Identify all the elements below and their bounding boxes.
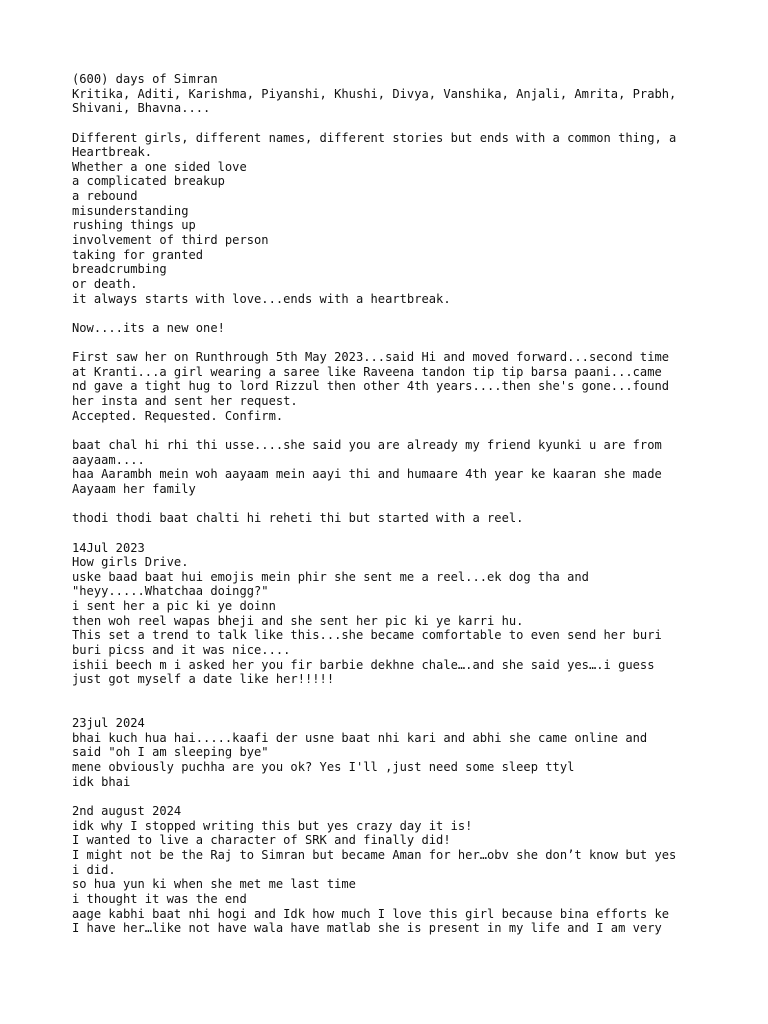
text-line: How girls Drive. [72, 555, 189, 570]
blank-line [72, 423, 712, 438]
text-line: Heartbreak. [72, 145, 153, 160]
text-line: Kritika, Aditi, Karishma, Piyanshi, Khushi, Divya, Vanshika, Anjali, Amrita, Prabh, [72, 86, 677, 101]
text-line: so hua yun ki when she met me last time [72, 877, 356, 892]
text-line: just got myself a date like her!!!!! [72, 672, 335, 687]
text-line: Shivani, Bhavna.... [72, 101, 211, 116]
text-line: First saw her on Runthrough 5th May 2023...said Hi and moved forward...second time [72, 350, 670, 365]
text-line: 23jul 2024 [72, 716, 145, 731]
blank-line [72, 789, 712, 804]
text-line: baat chal hi rhi thi usse....she said you are already my friend kyunki u are from [72, 438, 662, 453]
text-line: i sent her a pic ki ye doinn [72, 599, 276, 614]
document-page [72, 72, 712, 936]
text-line: This set a trend to talk like this...she became comfortable to even send her buri [72, 628, 662, 643]
text-line: Aayaam her family [72, 481, 196, 496]
text-line: then woh reel wapas bheji and she sent her pic ki ye karri hu. [72, 613, 524, 628]
text-line: bhai kuch hua hai.....kaafi der usne baat nhi kari and abhi she came online and [72, 730, 648, 745]
text-line: "heyy.....Whatchaa doingg?" [72, 584, 269, 599]
blank-line [72, 526, 712, 541]
text-line: Whether a one sided love [72, 159, 247, 174]
text-line: haa Aarambh mein woh aayaam mein aayi thi and humaare 4th year ke kaaran she made [72, 467, 662, 482]
text-line: I have her…like not have wala have matlab she is present in my life and I am very [72, 921, 662, 936]
text-line: ishii beech m i asked her you fir barbie dekhne chale….and she said yes….i guess [72, 657, 655, 672]
text-line: aayaam.... [72, 452, 145, 467]
blank-line [72, 336, 712, 351]
blank-line [72, 116, 712, 131]
text-line: it always starts with love...ends with a heartbreak. [72, 291, 451, 306]
text-line: misunderstanding [72, 203, 189, 218]
blank-line [72, 702, 712, 717]
text-line: i did. [72, 862, 116, 877]
text-line: idk bhai [72, 774, 131, 789]
text-line: i thought it was the end [72, 891, 247, 906]
text-line: 14Jul 2023 [72, 540, 145, 555]
text-line: Now....its a new one! [72, 320, 225, 335]
text-line: Different girls, different names, different stories but ends with a common thing, a [72, 130, 677, 145]
text-line: a complicated breakup [72, 174, 225, 189]
text-line: breadcrumbing [72, 262, 167, 277]
text-line: I wanted to live a character of SRK and finally did! [72, 833, 451, 848]
text-line: a rebound [72, 189, 138, 204]
blank-line [72, 306, 712, 321]
text-line: (600) days of Simran [72, 72, 218, 86]
text-line: or death. [72, 276, 138, 291]
text-line: involvement of third person [72, 233, 269, 248]
text-line: Accepted. Requested. Confirm. [72, 408, 284, 423]
text-line: at Kranti...a girl wearing a saree like Raveena tandon tip tip barsa paani...came [72, 364, 662, 379]
text-line: uske baad baat hui emojis mein phir she sent me a reel...ek dog tha and [72, 569, 589, 584]
text-line: said "oh I am sleeping bye" [72, 745, 269, 760]
text-line: mene obviously puchha are you ok? Yes I'll ,just need some sleep ttyl [72, 760, 575, 775]
text-line: idk why I stopped writing this but yes crazy day it is! [72, 818, 473, 833]
blank-line [72, 687, 712, 702]
text-line: I might not be the Raj to Simran but became Aman for her…obv she don’t know but yes [72, 847, 677, 862]
text-line: rushing things up [72, 218, 196, 233]
blank-line [72, 497, 712, 512]
text-line: thodi thodi baat chalti hi reheti thi but started with a reel. [72, 511, 524, 526]
text-line: nd gave a tight hug to lord Rizzul then other 4th years....then she's gone...found [72, 379, 670, 394]
text-line: aage kabhi baat nhi hogi and Idk how much I love this girl because bina efforts ke [72, 906, 670, 921]
text-line: buri picss and it was nice.... [72, 642, 291, 657]
text-line: her insta and sent her request. [72, 394, 298, 409]
text-line: taking for granted [72, 247, 204, 262]
text-line: 2nd august 2024 [72, 804, 182, 819]
